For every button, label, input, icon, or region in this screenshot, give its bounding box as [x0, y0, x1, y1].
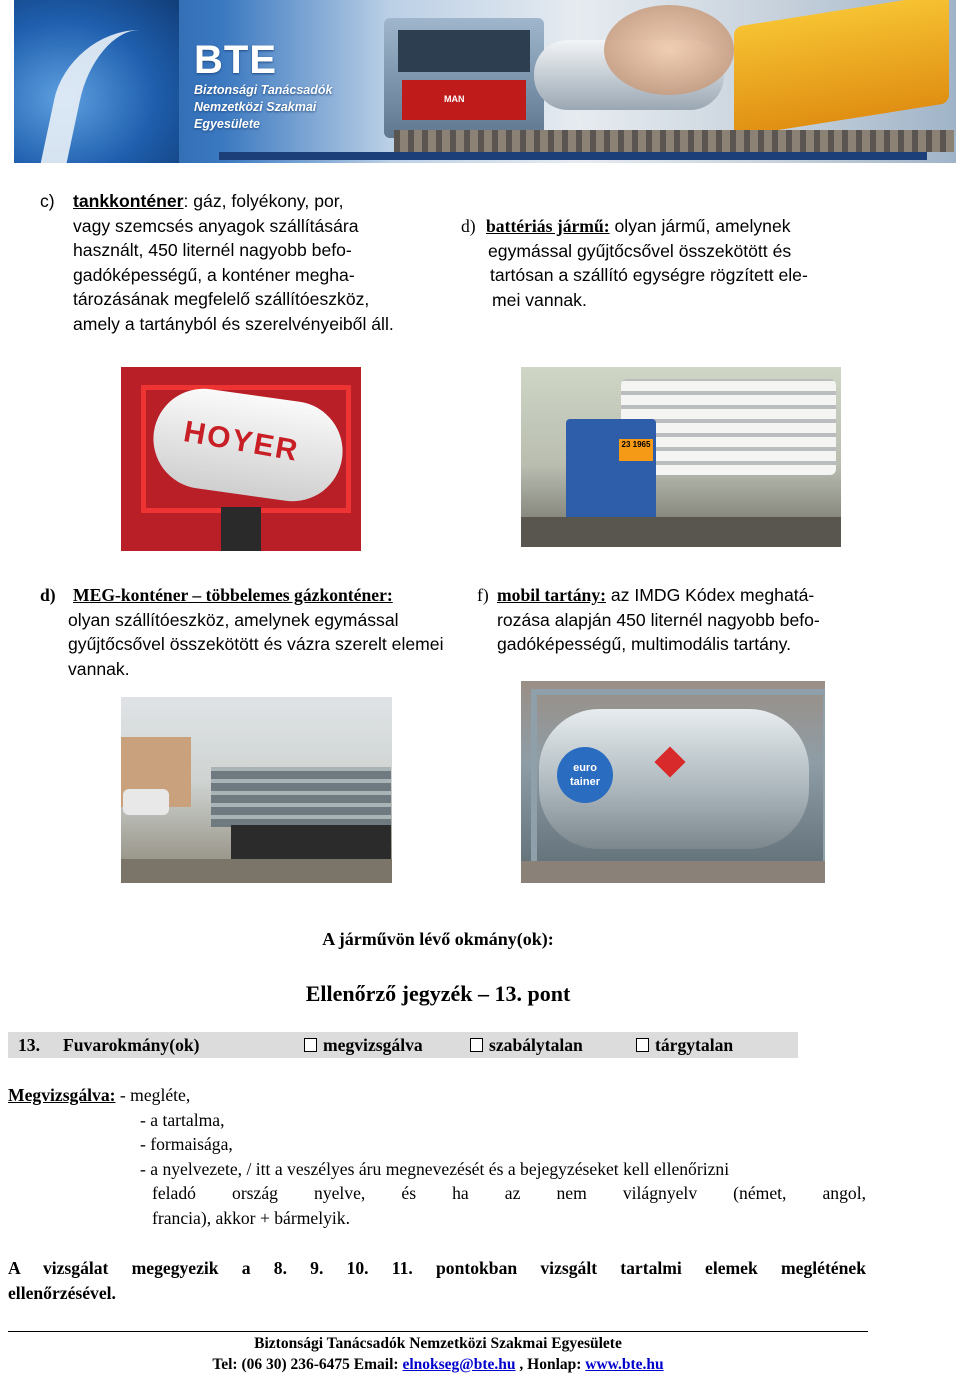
hoyer-tank-container-photo	[121, 367, 361, 551]
definition-text: vagy szemcsés anyagok szállítására	[73, 215, 359, 236]
logo-sub-line3: Egyesülete	[194, 117, 261, 131]
definition-text: mei vannak.	[492, 289, 587, 310]
row-item-label: Fuvarokmány(ok)	[63, 1035, 200, 1055]
footer-tel: Tel: (06 30) 236-6475 Email:	[212, 1356, 403, 1373]
train-image	[734, 0, 949, 137]
footer-web-label: , Honlap:	[515, 1356, 586, 1373]
checkbox-icon[interactable]	[470, 1038, 483, 1052]
truck-image	[384, 18, 544, 138]
banner-underline	[219, 152, 927, 160]
documents-heading: A járművön lévő okmány(ok):	[322, 929, 554, 949]
definition-text: vannak.	[68, 658, 130, 679]
rails-graphic	[394, 130, 954, 152]
mobile-tank-photo	[521, 681, 825, 883]
section-meg-kontener	[40, 583, 480, 681]
eurotainer-logo: euro tainer	[557, 747, 613, 803]
definition-text: tartósan a szállító egységre rögzített ele-	[490, 265, 808, 285]
battery-vehicle-photo	[521, 367, 841, 547]
truck-plate: MAN	[444, 94, 465, 104]
examined-item: - a nyelvezete, / itt a veszélyes áru megnevezését és a bejegyzéseket kell ellenőrizni	[140, 1158, 730, 1179]
footer-contact	[0, 1355, 876, 1375]
definition-text: olyan szállítóeszköz, amelynek egymással	[68, 609, 399, 630]
list-marker: d)	[40, 585, 56, 605]
logo-sub-line1: Biztonsági Tanácsadók	[194, 83, 333, 97]
term-tankkontener: tankkonténer	[73, 191, 184, 211]
header-banner	[14, 0, 956, 163]
checklist-row-13	[8, 1032, 798, 1058]
examined-item: - formaisága,	[140, 1134, 233, 1154]
hoyer-brand-text: HOYER	[181, 415, 302, 468]
road-graphic	[14, 0, 179, 163]
term-meg-kontener: MEG-konténer – többelemes gázkonténer:	[73, 585, 393, 605]
row-number: 13.	[18, 1035, 40, 1055]
section-batterias-jarmu	[461, 214, 881, 312]
examined-item: - a tartalma,	[140, 1109, 225, 1130]
conclusion	[8, 1256, 866, 1305]
logo-subtitle	[194, 82, 332, 133]
footer-divider	[8, 1331, 868, 1332]
conclusion-line: A vizsgálat megegyezik a 8. 9. 10. 11. pontokban vizsgált tartalmi elemek meglétének	[8, 1258, 866, 1278]
checklist-heading: Ellenőrző jegyzék – 13. pont	[305, 981, 571, 1006]
definition-text: használt, 450 liternél nagyobb befo-	[73, 240, 352, 260]
definition-text: az IMDG Kódex meghatá-	[605, 585, 815, 605]
examined-block	[8, 1083, 868, 1230]
definition-text: olyan jármű, amelynek	[609, 216, 791, 236]
definition-text: gadóképességű, a konténer megha-	[73, 264, 355, 285]
logo-sub-line2: Nemzetközi Szakmai	[194, 100, 317, 114]
email-link[interactable]: elnokseg@bte.hu	[402, 1356, 516, 1373]
conclusion-line: ellenőrzésével.	[8, 1282, 116, 1303]
bte-logo: BTE	[194, 38, 277, 82]
section-mobil-tartany	[477, 583, 877, 657]
examined-item-cont: feladó ország nyelve, és ha az nem világnyelv (német, angol,	[152, 1183, 866, 1203]
term-batterias-jarmu: battériás jármű:	[486, 216, 610, 236]
definition-text: tározásának megfelelő szállítóeszköz,	[73, 289, 370, 309]
website-link[interactable]: www.bte.hu	[585, 1356, 664, 1373]
definition-text: rozása alapján 450 liternél nagyobb befo-	[497, 609, 820, 630]
definition-text: : gáz, folyékony, por,	[183, 191, 344, 211]
list-marker: c)	[40, 191, 55, 211]
meg-container-truck-photo	[121, 697, 392, 883]
list-marker: f)	[477, 585, 489, 605]
option-not-applicable[interactable]: tárgytalan	[636, 1035, 733, 1055]
definition-text: gyűjtőcsővel összekötött és vázra szerelt elemei	[68, 634, 444, 654]
checkbox-icon[interactable]	[636, 1038, 649, 1052]
option-examined[interactable]: megvizsgálva	[304, 1035, 423, 1055]
handshake-image	[604, 5, 734, 95]
definition-text: gadóképességű, multimodális tartány.	[497, 634, 792, 654]
footer-org: Biztonsági Tanácsadók Nemzetközi Szakmai Egyesülete	[254, 1335, 622, 1352]
option-irregular[interactable]: szabálytalan	[470, 1035, 583, 1055]
definition-text: amely a tartányból és szerelvényeiből áll.	[73, 313, 394, 334]
list-marker: d)	[461, 216, 476, 236]
examined-item-cont: francia), akkor + bármelyik.	[152, 1207, 350, 1228]
hazard-plate: 23 1965	[619, 439, 653, 461]
examined-item: - megléte,	[115, 1085, 191, 1105]
section-tankkontener	[40, 189, 440, 336]
term-mobil-tartany: mobil tartány:	[497, 585, 606, 605]
examined-label: Megvizsgálva:	[8, 1085, 116, 1105]
definition-text: egymással gyűjtőcsővel összekötött és	[488, 240, 792, 261]
checkbox-icon[interactable]	[304, 1038, 317, 1052]
